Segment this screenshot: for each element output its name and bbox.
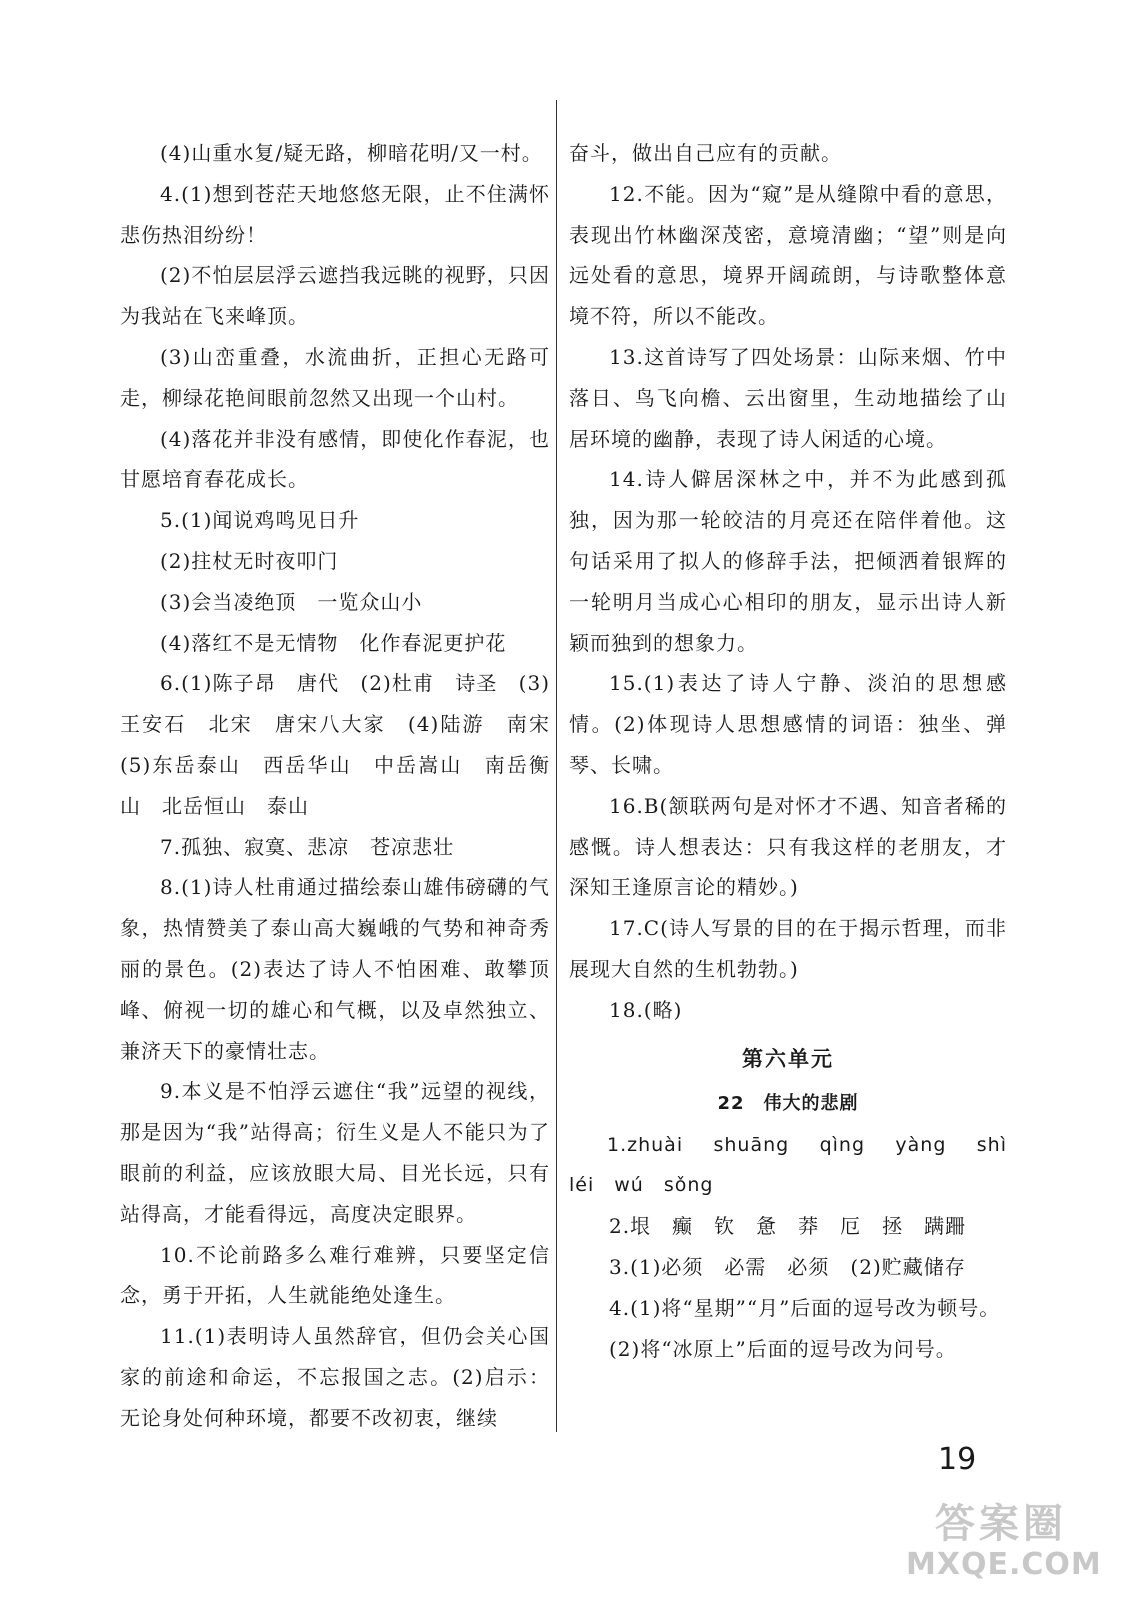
answer-paragraph: (3)会当凌绝顶 一览众山小	[160, 589, 423, 614]
answer-paragraph: 7.孤独、寂寞、悲凉 苍凉悲壮	[160, 834, 455, 859]
answer-paragraph: 3.(1)必须 必需 必须 (2)贮藏储存	[609, 1254, 966, 1279]
answer-paragraph: 12.不能。因为“窥”是从缝隙中看的意思，表现出竹林幽深茂密，意境清幽；“望”则是向远处看的意思，境界开阔疏朗，与诗歌整体意境不符，所以不能改。	[569, 181, 1007, 329]
answer-paragraph: 2.垠 癫 钦 惫 莽 厄 拯 蹒跚	[609, 1214, 967, 1239]
answer-paragraph: 5.(1)闻说鸡鸣见日升	[160, 508, 360, 533]
right-column	[569, 133, 1028, 1369]
lesson-heading: 22 伟大的悲剧	[717, 1092, 859, 1114]
answer-paragraph: (3)山峦重叠，水流曲折，正担心无路可走，柳绿花艳间眼前忽然又出现一个山村。	[120, 344, 550, 410]
answer-paragraph: 18.(略)	[609, 997, 683, 1022]
answer-paragraph: 4.(1)想到苍茫天地悠悠无限，止不住满怀悲伤热泪纷纷！	[120, 181, 550, 247]
watermark-bottom-text: MXQE.COM	[906, 1547, 1102, 1582]
answer-paragraph: 奋斗，做出自己应有的贡献。	[569, 141, 842, 165]
page-number: 19	[938, 1442, 977, 1477]
pinyin-answer: 1.zhuài shuāng qìng yàng shì léi wú sǒng	[569, 1133, 1028, 1197]
answer-paragraph: 16.B(颔联两句是对怀才不遇、知音者稀的感慨。诗人想表达：只有我这样的老朋友，才深知王逢原言论的精妙。)	[569, 793, 1007, 900]
answer-paragraph: 6.(1)陈子昂 唐代 (2)杜甫 诗圣 (3)王安石 北宋 唐宋八大家 (4)陆游 南宋 (5)东岳泰山 西岳华山 中岳嵩山 南岳衡山 北岳恒山 泰山	[120, 671, 571, 818]
answer-paragraph: 17.C(诗人写景的目的在于揭示哲理，而非展现大自然的生机勃勃。)	[569, 916, 1007, 981]
answer-paragraph: 13.这首诗写了四处场景：山际来烟、竹中落日、鸟飞向檐、云出窗里，生动地描绘了山居环境的幽静，表现了诗人闲适的心境。	[569, 344, 1007, 451]
answer-paragraph: 14.诗人僻居深林之中，并不为此感到孤独，因为那一轮皎洁的月亮还在陪伴着他。这句话采用了拟人的修辞手法，把倾洒着银辉的一轮明月当成心心相印的朋友，显示出诗人新颖而独到的想象力。	[569, 467, 1007, 655]
answer-paragraph: 4.(1)将“星期”“月”后面的逗号改为顿号。	[609, 1295, 1001, 1320]
watermark-top-text: 答案圈	[935, 1501, 1067, 1547]
column-divider	[556, 100, 557, 1432]
unit-heading: 第六单元	[742, 1046, 834, 1071]
answer-paragraph: (2)拄杖无时夜叩门	[160, 548, 339, 573]
left-column	[120, 133, 571, 1439]
answer-paragraph: (4)山重水复/疑无路，柳暗花明/又一村。	[160, 141, 543, 165]
answer-paragraph: (4)落花并非没有感情，即使化作春泥，也甘愿培育春花成长。	[120, 426, 550, 492]
answer-paragraph: (2)将“冰原上”后面的逗号改为问号。	[609, 1336, 957, 1361]
answer-paragraph: (2)不怕层层浮云遮挡我远眺的视野，只因为我站在飞来峰顶。	[120, 263, 550, 329]
answer-paragraph: (4)落红不是无情物 化作春泥更护花	[160, 630, 507, 655]
watermark-logo	[906, 1500, 1102, 1600]
answer-paragraph: 11.(1)表明诗人虽然辞官，但仍会关心国家的前途和命运，不忘报国之志。(2)启示：无论身处何种环境，都要不改初衷，继续	[120, 1324, 550, 1430]
answer-paragraph: 9.本义是不怕浮云遮住“我”远望的视线，那是因为“我”站得高；衍生义是人不能只为了眼前的利益，应该放眼大局、目光长远，只有站得高，才能看得远，高度决定眼界。	[120, 1079, 550, 1226]
answer-paragraph: 10.不论前路多么难行难辨，只要坚定信念，勇于开拓，人生就能绝处逢生。	[120, 1242, 550, 1308]
answer-paragraph: 8.(1)诗人杜甫通过描绘泰山雄伟磅礴的气象，热情赞美了泰山高大巍峨的气势和神奇秀丽的景色。(2)表达了诗人不怕困难、敢攀顶峰、俯视一切的雄心和气概，以及卓然独立、兼济天下的豪情壮志。	[120, 875, 550, 1063]
answer-paragraph: 15.(1)表达了诗人宁静、淡泊的思想感情。(2)体现诗人思想感情的词语：独坐、弹琴、长啸。	[569, 671, 1007, 777]
